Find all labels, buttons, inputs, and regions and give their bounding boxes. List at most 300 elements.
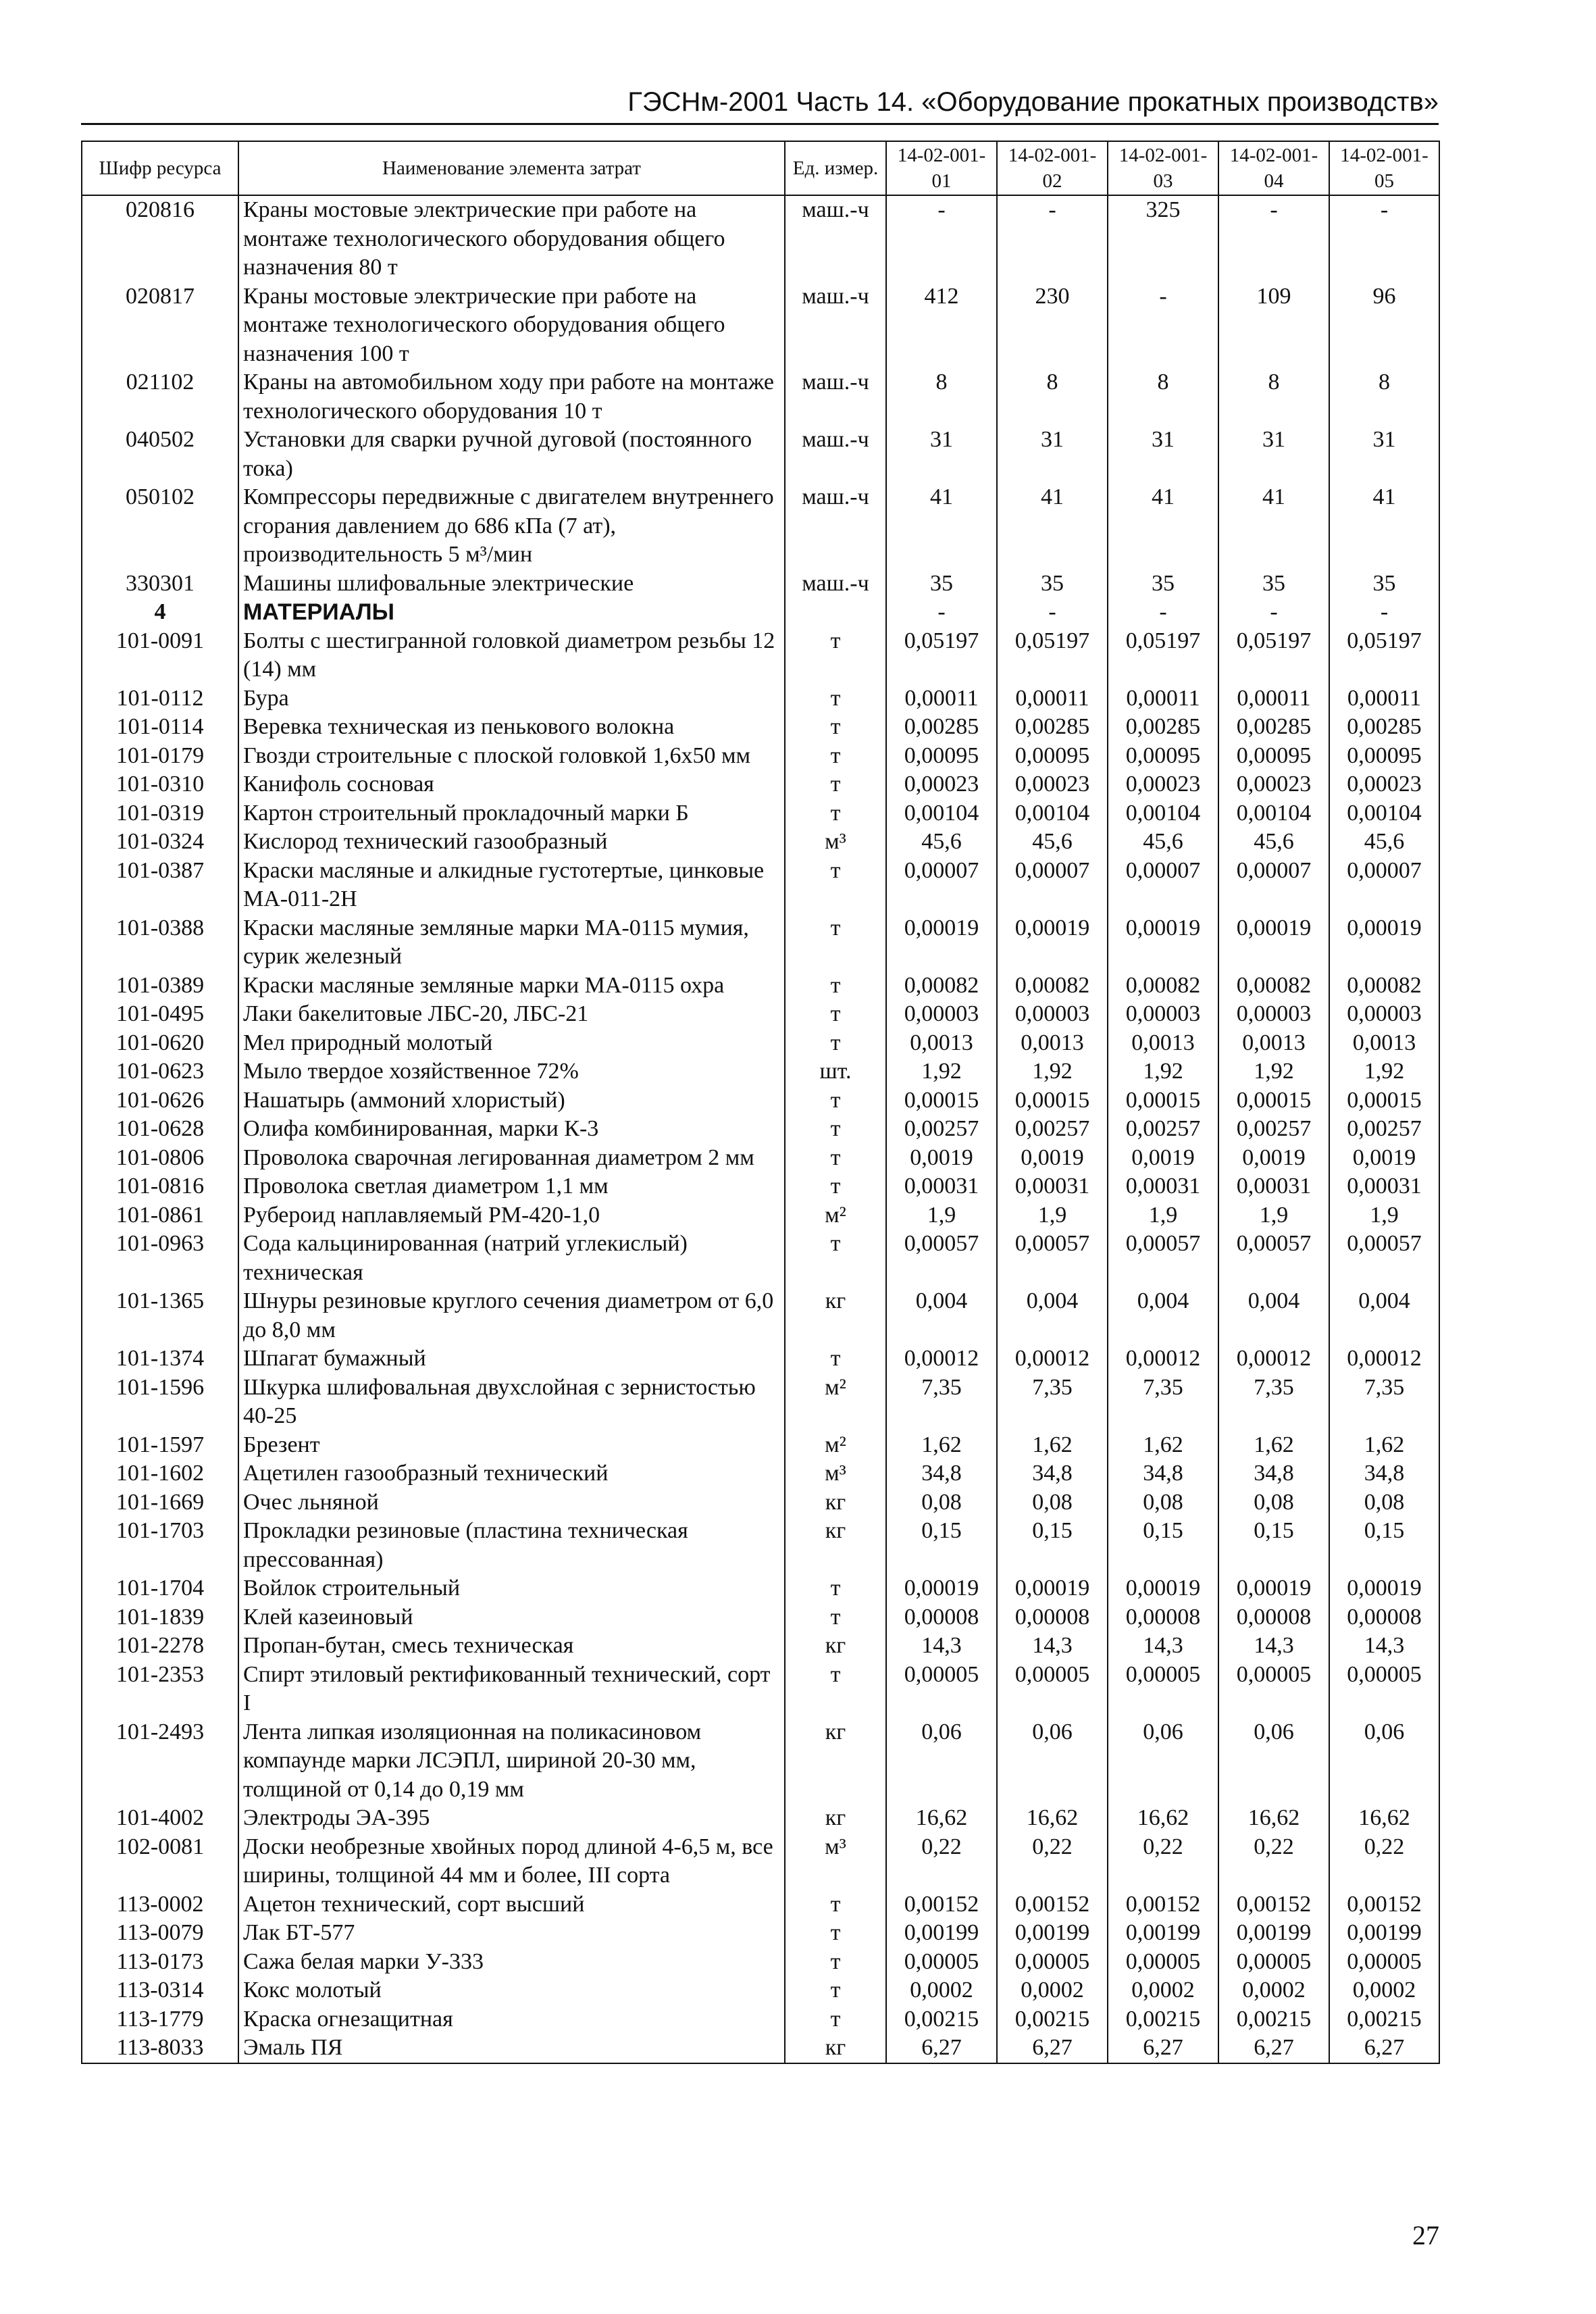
value-14-02-001-05: 0,06 bbox=[1329, 1718, 1439, 1805]
resource-unit: т bbox=[785, 1115, 886, 1144]
value-14-02-001-03: 8 bbox=[1108, 368, 1218, 426]
value-14-02-001-05: 8 bbox=[1329, 368, 1439, 426]
value-14-02-001-04: 45,6 bbox=[1218, 828, 1329, 857]
value-14-02-001-03: 0,00095 bbox=[1108, 742, 1218, 771]
table-row bbox=[82, 1459, 1439, 1488]
col-header-14-02-001-03: 14-02-001-03 bbox=[1108, 141, 1218, 195]
resource-name: Олифа комбинированная, марки К-3 bbox=[238, 1115, 785, 1144]
table-row bbox=[82, 1086, 1439, 1115]
resource-name: Клей казеиновый bbox=[238, 1603, 785, 1632]
resource-code: 101-0388 bbox=[82, 914, 238, 972]
resource-name: Установки для сварки ручной дуговой (постоянного тока) bbox=[238, 426, 785, 483]
value-14-02-001-03: - bbox=[1108, 598, 1218, 627]
resource-name: Кокс молотый bbox=[238, 1976, 785, 2005]
value-14-02-001-01: 0,004 bbox=[886, 1287, 997, 1344]
table-row bbox=[82, 1948, 1439, 1977]
value-14-02-001-02: 0,00005 bbox=[997, 1948, 1108, 1977]
value-14-02-001-02: 230 bbox=[997, 282, 1108, 369]
resource-code: 113-0079 bbox=[82, 1919, 238, 1948]
value-14-02-001-03: 0,0019 bbox=[1108, 1144, 1218, 1173]
value-14-02-001-05: 0,22 bbox=[1329, 1833, 1439, 1890]
resource-unit: м² bbox=[785, 1201, 886, 1230]
value-14-02-001-01: 41 bbox=[886, 483, 997, 570]
resource-name: Сода кальцинированная (натрий углекислый) техническая bbox=[238, 1230, 785, 1287]
resource-name: Бура bbox=[238, 684, 785, 713]
resource-code: 101-2493 bbox=[82, 1718, 238, 1805]
resource-unit: кг bbox=[785, 1287, 886, 1344]
value-14-02-001-03: 0,00023 bbox=[1108, 770, 1218, 799]
resource-unit: м² bbox=[785, 1431, 886, 1460]
resource-name: Ацетон технический, сорт высший bbox=[238, 1890, 785, 1919]
value-14-02-001-04: 7,35 bbox=[1218, 1374, 1329, 1431]
value-14-02-001-02: 0,22 bbox=[997, 1833, 1108, 1890]
value-14-02-001-01: 0,00082 bbox=[886, 972, 997, 1001]
value-14-02-001-04: 16,62 bbox=[1218, 1804, 1329, 1833]
table-row bbox=[82, 282, 1439, 369]
resource-unit: т bbox=[785, 914, 886, 972]
value-14-02-001-03: 0,00011 bbox=[1108, 684, 1218, 713]
value-14-02-001-02: 0,00257 bbox=[997, 1115, 1108, 1144]
resource-code: 101-1602 bbox=[82, 1459, 238, 1488]
resource-name: Мел природный молотый bbox=[238, 1029, 785, 1058]
value-14-02-001-02: 6,27 bbox=[997, 2034, 1108, 2063]
value-14-02-001-05: 16,62 bbox=[1329, 1804, 1439, 1833]
value-14-02-001-04: 0,00019 bbox=[1218, 914, 1329, 972]
value-14-02-001-02: 0,05197 bbox=[997, 627, 1108, 684]
value-14-02-001-05: 0,00011 bbox=[1329, 684, 1439, 713]
value-14-02-001-04: 0,00005 bbox=[1218, 1661, 1329, 1718]
resource-name: Болты с шестигранной головкой диаметром резьбы 12 (14) мм bbox=[238, 627, 785, 684]
resource-unit: т bbox=[785, 1000, 886, 1029]
table-row bbox=[82, 1661, 1439, 1718]
table-row bbox=[82, 1000, 1439, 1029]
value-14-02-001-03: 0,00152 bbox=[1108, 1890, 1218, 1919]
resource-name: Лента липкая изоляционная на поликасиновом компаунде марки ЛСЭПЛ, шириной 20-30 мм, толщиной от 0,14 до 0,19 мм bbox=[238, 1718, 785, 1805]
value-14-02-001-01: 0,00012 bbox=[886, 1344, 997, 1374]
value-14-02-001-03: 0,00019 bbox=[1108, 914, 1218, 972]
resource-name: Доски необрезные хвойных пород длиной 4-6,5 м, все ширины, толщиной 44 мм и более, III сорта bbox=[238, 1833, 785, 1890]
value-14-02-001-05: 0,00005 bbox=[1329, 1661, 1439, 1718]
resource-code: 101-1704 bbox=[82, 1574, 238, 1603]
value-14-02-001-03: 6,27 bbox=[1108, 2034, 1218, 2063]
table-row bbox=[82, 1919, 1439, 1948]
value-14-02-001-01: 0,00031 bbox=[886, 1172, 997, 1201]
resource-unit: т bbox=[785, 1603, 886, 1632]
table-row bbox=[82, 828, 1439, 857]
value-14-02-001-04: 35 bbox=[1218, 570, 1329, 599]
value-14-02-001-05: 0,00057 bbox=[1329, 1230, 1439, 1287]
resource-name: Мыло твердое хозяйственное 72% bbox=[238, 1057, 785, 1086]
value-14-02-001-02: 0,15 bbox=[997, 1517, 1108, 1574]
resource-code: 4 bbox=[82, 598, 238, 627]
value-14-02-001-04: 0,00019 bbox=[1218, 1574, 1329, 1603]
table-row bbox=[82, 2005, 1439, 2034]
table-row bbox=[82, 1804, 1439, 1833]
value-14-02-001-03: 0,00285 bbox=[1108, 713, 1218, 742]
resource-name: Кислород технический газообразный bbox=[238, 828, 785, 857]
value-14-02-001-05: 0,00257 bbox=[1329, 1115, 1439, 1144]
value-14-02-001-01: 0,00019 bbox=[886, 1574, 997, 1603]
resource-unit: т bbox=[785, 857, 886, 914]
value-14-02-001-01: 8 bbox=[886, 368, 997, 426]
value-14-02-001-03: 0,00257 bbox=[1108, 1115, 1218, 1144]
value-14-02-001-04: 0,004 bbox=[1218, 1287, 1329, 1344]
table-row bbox=[82, 1632, 1439, 1661]
table-row bbox=[82, 1517, 1439, 1574]
value-14-02-001-04: 0,15 bbox=[1218, 1517, 1329, 1574]
value-14-02-001-04: 0,0002 bbox=[1218, 1976, 1329, 2005]
resource-name: Прокладки резиновые (пластина техническая прессованная) bbox=[238, 1517, 785, 1574]
table-row bbox=[82, 426, 1439, 483]
value-14-02-001-03: 0,00005 bbox=[1108, 1948, 1218, 1977]
value-14-02-001-01: 35 bbox=[886, 570, 997, 599]
value-14-02-001-05: 0,00005 bbox=[1329, 1948, 1439, 1977]
value-14-02-001-04: 0,00012 bbox=[1218, 1344, 1329, 1374]
value-14-02-001-02: 0,08 bbox=[997, 1488, 1108, 1517]
resource-unit: м³ bbox=[785, 1459, 886, 1488]
resource-code: 101-1669 bbox=[82, 1488, 238, 1517]
resource-unit: маш.-ч bbox=[785, 282, 886, 369]
value-14-02-001-02: 0,00199 bbox=[997, 1919, 1108, 1948]
value-14-02-001-01: 0,00015 bbox=[886, 1086, 997, 1115]
value-14-02-001-02: 1,9 bbox=[997, 1201, 1108, 1230]
table-row bbox=[82, 1029, 1439, 1058]
resource-name: Краны мостовые электрические при работе на монтаже технологического оборудования общего назначения 80 т bbox=[238, 195, 785, 282]
value-14-02-001-02: 0,00031 bbox=[997, 1172, 1108, 1201]
value-14-02-001-01: 0,00152 bbox=[886, 1890, 997, 1919]
resource-unit: т bbox=[785, 1086, 886, 1115]
resource-unit: шт. bbox=[785, 1057, 886, 1086]
value-14-02-001-03: 0,00015 bbox=[1108, 1086, 1218, 1115]
resource-code: 113-0173 bbox=[82, 1948, 238, 1977]
value-14-02-001-02: 0,00005 bbox=[997, 1661, 1108, 1718]
value-14-02-001-02: 0,00104 bbox=[997, 799, 1108, 828]
value-14-02-001-01: 0,00019 bbox=[886, 914, 997, 972]
value-14-02-001-02: 7,35 bbox=[997, 1374, 1108, 1431]
resource-name: МАТЕРИАЛЫ bbox=[238, 598, 785, 627]
table-row bbox=[82, 1057, 1439, 1086]
value-14-02-001-01: 0,22 bbox=[886, 1833, 997, 1890]
table-row bbox=[82, 1374, 1439, 1431]
value-14-02-001-03: 34,8 bbox=[1108, 1459, 1218, 1488]
value-14-02-001-01: 0,00005 bbox=[886, 1661, 997, 1718]
resource-code: 113-0314 bbox=[82, 1976, 238, 2005]
value-14-02-001-03: 14,3 bbox=[1108, 1632, 1218, 1661]
table-row bbox=[82, 1603, 1439, 1632]
value-14-02-001-02: 14,3 bbox=[997, 1632, 1108, 1661]
value-14-02-001-04: 0,06 bbox=[1218, 1718, 1329, 1805]
resource-name: Краны мостовые электрические при работе на монтаже технологического оборудования общего назначения 100 т bbox=[238, 282, 785, 369]
value-14-02-001-04: 0,00011 bbox=[1218, 684, 1329, 713]
resource-code: 101-0310 bbox=[82, 770, 238, 799]
value-14-02-001-02: 8 bbox=[997, 368, 1108, 426]
value-14-02-001-05: 35 bbox=[1329, 570, 1439, 599]
resource-unit: т bbox=[785, 713, 886, 742]
resource-code: 101-0114 bbox=[82, 713, 238, 742]
resource-name: Компрессоры передвижные с двигателем внутреннего сгорания давлением до 686 кПа (7 ат), производительность 5 м³/мин bbox=[238, 483, 785, 570]
resource-code: 101-0324 bbox=[82, 828, 238, 857]
value-14-02-001-05: 0,00019 bbox=[1329, 1574, 1439, 1603]
table-row bbox=[82, 1344, 1439, 1374]
value-14-02-001-02: 16,62 bbox=[997, 1804, 1108, 1833]
resource-unit: м³ bbox=[785, 828, 886, 857]
table-row bbox=[82, 1172, 1439, 1201]
value-14-02-001-04: 0,05197 bbox=[1218, 627, 1329, 684]
table-row bbox=[82, 368, 1439, 426]
table-row bbox=[82, 2034, 1439, 2063]
value-14-02-001-03: 0,15 bbox=[1108, 1517, 1218, 1574]
value-14-02-001-04: 0,08 bbox=[1218, 1488, 1329, 1517]
resource-name: Электроды ЭА-395 bbox=[238, 1804, 785, 1833]
resource-name: Рубероид наплавляемый РМ-420-1,0 bbox=[238, 1201, 785, 1230]
resource-code: 101-0816 bbox=[82, 1172, 238, 1201]
table-row bbox=[82, 1201, 1439, 1230]
resource-code: 101-0389 bbox=[82, 972, 238, 1001]
value-14-02-001-01: 6,27 bbox=[886, 2034, 997, 2063]
value-14-02-001-03: 0,00019 bbox=[1108, 1574, 1218, 1603]
value-14-02-001-03: 41 bbox=[1108, 483, 1218, 570]
resource-unit: т bbox=[785, 684, 886, 713]
page-header bbox=[81, 76, 1439, 125]
resource-unit: т bbox=[785, 627, 886, 684]
resource-code: 101-0806 bbox=[82, 1144, 238, 1173]
value-14-02-001-01: 0,08 bbox=[886, 1488, 997, 1517]
value-14-02-001-02: 0,00012 bbox=[997, 1344, 1108, 1374]
value-14-02-001-02: 0,00057 bbox=[997, 1230, 1108, 1287]
resource-unit: маш.-ч bbox=[785, 426, 886, 483]
value-14-02-001-01: 0,00011 bbox=[886, 684, 997, 713]
resource-name: Краска огнезащитная bbox=[238, 2005, 785, 2034]
resource-unit: кг bbox=[785, 1517, 886, 1574]
value-14-02-001-01: 0,06 bbox=[886, 1718, 997, 1805]
table-row bbox=[82, 1718, 1439, 1805]
col-header-14-02-001-05: 14-02-001-05 bbox=[1329, 141, 1439, 195]
value-14-02-001-04: 34,8 bbox=[1218, 1459, 1329, 1488]
table-row bbox=[82, 1488, 1439, 1517]
value-14-02-001-04: 1,9 bbox=[1218, 1201, 1329, 1230]
value-14-02-001-05: 0,00285 bbox=[1329, 713, 1439, 742]
resource-unit: т bbox=[785, 1172, 886, 1201]
resource-name: Веревка техническая из пенькового волокна bbox=[238, 713, 785, 742]
value-14-02-001-04: 0,00095 bbox=[1218, 742, 1329, 771]
resource-code: 102-0081 bbox=[82, 1833, 238, 1890]
value-14-02-001-04: 0,00082 bbox=[1218, 972, 1329, 1001]
value-14-02-001-05: 0,00104 bbox=[1329, 799, 1439, 828]
resource-unit: т bbox=[785, 1029, 886, 1058]
value-14-02-001-05: 0,004 bbox=[1329, 1287, 1439, 1344]
value-14-02-001-03: 0,0013 bbox=[1108, 1029, 1218, 1058]
resource-unit: маш.-ч bbox=[785, 195, 886, 282]
resource-name: Пропан-бутан, смесь техническая bbox=[238, 1632, 785, 1661]
document-title: ГЭСНм-2001 Часть 14. «Оборудование прокатных производств» bbox=[627, 87, 1439, 117]
value-14-02-001-05: 0,00031 bbox=[1329, 1172, 1439, 1201]
value-14-02-001-01: 0,00003 bbox=[886, 1000, 997, 1029]
value-14-02-001-05: - bbox=[1329, 598, 1439, 627]
resource-code: 101-0319 bbox=[82, 799, 238, 828]
resource-name: Машины шлифовальные электрические bbox=[238, 570, 785, 599]
value-14-02-001-05: 0,00199 bbox=[1329, 1919, 1439, 1948]
value-14-02-001-01: 0,00257 bbox=[886, 1115, 997, 1144]
col-header-name: Наименование элемента затрат bbox=[238, 141, 785, 195]
resource-unit: маш.-ч bbox=[785, 570, 886, 599]
resource-unit: т bbox=[785, 1948, 886, 1977]
resource-code: 101-0620 bbox=[82, 1029, 238, 1058]
resource-unit: т bbox=[785, 799, 886, 828]
resource-unit: т bbox=[785, 1344, 886, 1374]
resource-code: 020816 bbox=[82, 195, 238, 282]
resource-code: 050102 bbox=[82, 483, 238, 570]
value-14-02-001-01: - bbox=[886, 598, 997, 627]
value-14-02-001-04: 0,00015 bbox=[1218, 1086, 1329, 1115]
value-14-02-001-02: 34,8 bbox=[997, 1459, 1108, 1488]
table-row bbox=[82, 1431, 1439, 1460]
value-14-02-001-05: 0,00215 bbox=[1329, 2005, 1439, 2034]
value-14-02-001-04: 31 bbox=[1218, 426, 1329, 483]
value-14-02-001-01: 34,8 bbox=[886, 1459, 997, 1488]
value-14-02-001-05: 0,05197 bbox=[1329, 627, 1439, 684]
resource-unit: т bbox=[785, 2005, 886, 2034]
resource-unit: т bbox=[785, 742, 886, 771]
value-14-02-001-04: 0,00257 bbox=[1218, 1115, 1329, 1144]
value-14-02-001-05: 0,15 bbox=[1329, 1517, 1439, 1574]
value-14-02-001-03: 31 bbox=[1108, 426, 1218, 483]
resource-code: 101-0628 bbox=[82, 1115, 238, 1144]
table-row bbox=[82, 799, 1439, 828]
resource-code: 101-1703 bbox=[82, 1517, 238, 1574]
resource-name: Краски масляные земляные марки МА-0115 охра bbox=[238, 972, 785, 1001]
table-section-row bbox=[82, 598, 1439, 627]
resource-unit: т bbox=[785, 1661, 886, 1718]
value-14-02-001-03: 16,62 bbox=[1108, 1804, 1218, 1833]
resource-name: Краны на автомобильном ходу при работе на монтаже технологического оборудования 10 т bbox=[238, 368, 785, 426]
page-number: 27 bbox=[1412, 2220, 1439, 2250]
value-14-02-001-02: 0,0019 bbox=[997, 1144, 1108, 1173]
value-14-02-001-04: 0,00104 bbox=[1218, 799, 1329, 828]
value-14-02-001-05: 0,00023 bbox=[1329, 770, 1439, 799]
resource-name: Лаки бакелитовые ЛБС-20, ЛБС-21 bbox=[238, 1000, 785, 1029]
value-14-02-001-04: 0,00008 bbox=[1218, 1603, 1329, 1632]
value-14-02-001-03: 0,00031 bbox=[1108, 1172, 1218, 1201]
resource-name: Эмаль ПЯ bbox=[238, 2034, 785, 2063]
resource-code: 101-1839 bbox=[82, 1603, 238, 1632]
value-14-02-001-01: 0,0013 bbox=[886, 1029, 997, 1058]
value-14-02-001-02: 1,92 bbox=[997, 1057, 1108, 1086]
resource-unit: кг bbox=[785, 1804, 886, 1833]
resource-code: 113-8033 bbox=[82, 2034, 238, 2063]
value-14-02-001-05: 1,62 bbox=[1329, 1431, 1439, 1460]
value-14-02-001-02: 0,00011 bbox=[997, 684, 1108, 713]
table-row bbox=[82, 713, 1439, 742]
table-row bbox=[82, 483, 1439, 570]
resource-code: 101-0626 bbox=[82, 1086, 238, 1115]
value-14-02-001-03: 0,08 bbox=[1108, 1488, 1218, 1517]
value-14-02-001-01: 0,0019 bbox=[886, 1144, 997, 1173]
value-14-02-001-04: 0,00152 bbox=[1218, 1890, 1329, 1919]
value-14-02-001-04: 0,00003 bbox=[1218, 1000, 1329, 1029]
value-14-02-001-02: 0,00008 bbox=[997, 1603, 1108, 1632]
value-14-02-001-02: 0,00285 bbox=[997, 713, 1108, 742]
resource-unit: кг bbox=[785, 2034, 886, 2063]
value-14-02-001-02: 0,00152 bbox=[997, 1890, 1108, 1919]
resource-unit: т bbox=[785, 1919, 886, 1948]
value-14-02-001-02: 0,00003 bbox=[997, 1000, 1108, 1029]
resource-name: Краски масляные земляные марки МА-0115 мумия, сурик железный bbox=[238, 914, 785, 972]
value-14-02-001-03: 0,00082 bbox=[1108, 972, 1218, 1001]
value-14-02-001-03: 35 bbox=[1108, 570, 1218, 599]
value-14-02-001-05: - bbox=[1329, 195, 1439, 282]
resource-unit: т bbox=[785, 1976, 886, 2005]
value-14-02-001-04: 0,22 bbox=[1218, 1833, 1329, 1890]
value-14-02-001-04: 0,0013 bbox=[1218, 1029, 1329, 1058]
value-14-02-001-01: 0,00005 bbox=[886, 1948, 997, 1977]
resource-name: Войлок строительный bbox=[238, 1574, 785, 1603]
value-14-02-001-02: 0,00215 bbox=[997, 2005, 1108, 2034]
table-row bbox=[82, 770, 1439, 799]
resource-name: Краски масляные и алкидные густотертые, цинковые МА-011-2Н bbox=[238, 857, 785, 914]
value-14-02-001-04: 0,00199 bbox=[1218, 1919, 1329, 1948]
table-row bbox=[82, 914, 1439, 972]
value-14-02-001-03: 45,6 bbox=[1108, 828, 1218, 857]
resource-unit: м³ bbox=[785, 1833, 886, 1890]
table-body bbox=[82, 195, 1439, 2063]
value-14-02-001-02: 0,00007 bbox=[997, 857, 1108, 914]
value-14-02-001-05: 0,00152 bbox=[1329, 1890, 1439, 1919]
value-14-02-001-02: 0,06 bbox=[997, 1718, 1108, 1805]
value-14-02-001-02: 35 bbox=[997, 570, 1108, 599]
value-14-02-001-04: 41 bbox=[1218, 483, 1329, 570]
value-14-02-001-05: 0,00003 bbox=[1329, 1000, 1439, 1029]
resource-unit bbox=[785, 598, 886, 627]
col-header-14-02-001-02: 14-02-001-02 bbox=[997, 141, 1108, 195]
value-14-02-001-04: 0,00215 bbox=[1218, 2005, 1329, 2034]
resource-name: Шпагат бумажный bbox=[238, 1344, 785, 1374]
table-row bbox=[82, 742, 1439, 771]
resource-code: 101-0179 bbox=[82, 742, 238, 771]
value-14-02-001-04: 8 bbox=[1218, 368, 1329, 426]
value-14-02-001-03: 1,92 bbox=[1108, 1057, 1218, 1086]
value-14-02-001-03: 0,00008 bbox=[1108, 1603, 1218, 1632]
value-14-02-001-03: 0,06 bbox=[1108, 1718, 1218, 1805]
value-14-02-001-04: - bbox=[1218, 195, 1329, 282]
resource-name: Шнуры резиновые круглого сечения диаметром от 6,0 до 8,0 мм bbox=[238, 1287, 785, 1344]
value-14-02-001-03: 0,00199 bbox=[1108, 1919, 1218, 1948]
value-14-02-001-05: 34,8 bbox=[1329, 1459, 1439, 1488]
value-14-02-001-04: 109 bbox=[1218, 282, 1329, 369]
value-14-02-001-02: 0,00023 bbox=[997, 770, 1108, 799]
value-14-02-001-05: 31 bbox=[1329, 426, 1439, 483]
value-14-02-001-05: 0,0019 bbox=[1329, 1144, 1439, 1173]
resource-code: 040502 bbox=[82, 426, 238, 483]
resource-unit: т bbox=[785, 770, 886, 799]
resource-name: Сажа белая марки У-333 bbox=[238, 1948, 785, 1977]
resource-unit: маш.-ч bbox=[785, 483, 886, 570]
table-row bbox=[82, 1976, 1439, 2005]
value-14-02-001-03: - bbox=[1108, 282, 1218, 369]
resource-unit: кг bbox=[785, 1632, 886, 1661]
value-14-02-001-03: 0,00012 bbox=[1108, 1344, 1218, 1374]
value-14-02-001-01: 0,00023 bbox=[886, 770, 997, 799]
value-14-02-001-05: 0,00082 bbox=[1329, 972, 1439, 1001]
col-header-14-02-001-04: 14-02-001-04 bbox=[1218, 141, 1329, 195]
resource-name: Гвозди строительные с плоской головкой 1,6х50 мм bbox=[238, 742, 785, 771]
resource-name: Проволока сварочная легированная диаметром 2 мм bbox=[238, 1144, 785, 1173]
value-14-02-001-02: 0,00019 bbox=[997, 914, 1108, 972]
value-14-02-001-02: 0,00095 bbox=[997, 742, 1108, 771]
col-header-unit: Ед. измер. bbox=[785, 141, 886, 195]
resource-name: Нашатырь (аммоний хлористый) bbox=[238, 1086, 785, 1115]
value-14-02-001-02: 31 bbox=[997, 426, 1108, 483]
value-14-02-001-03: 0,22 bbox=[1108, 1833, 1218, 1890]
